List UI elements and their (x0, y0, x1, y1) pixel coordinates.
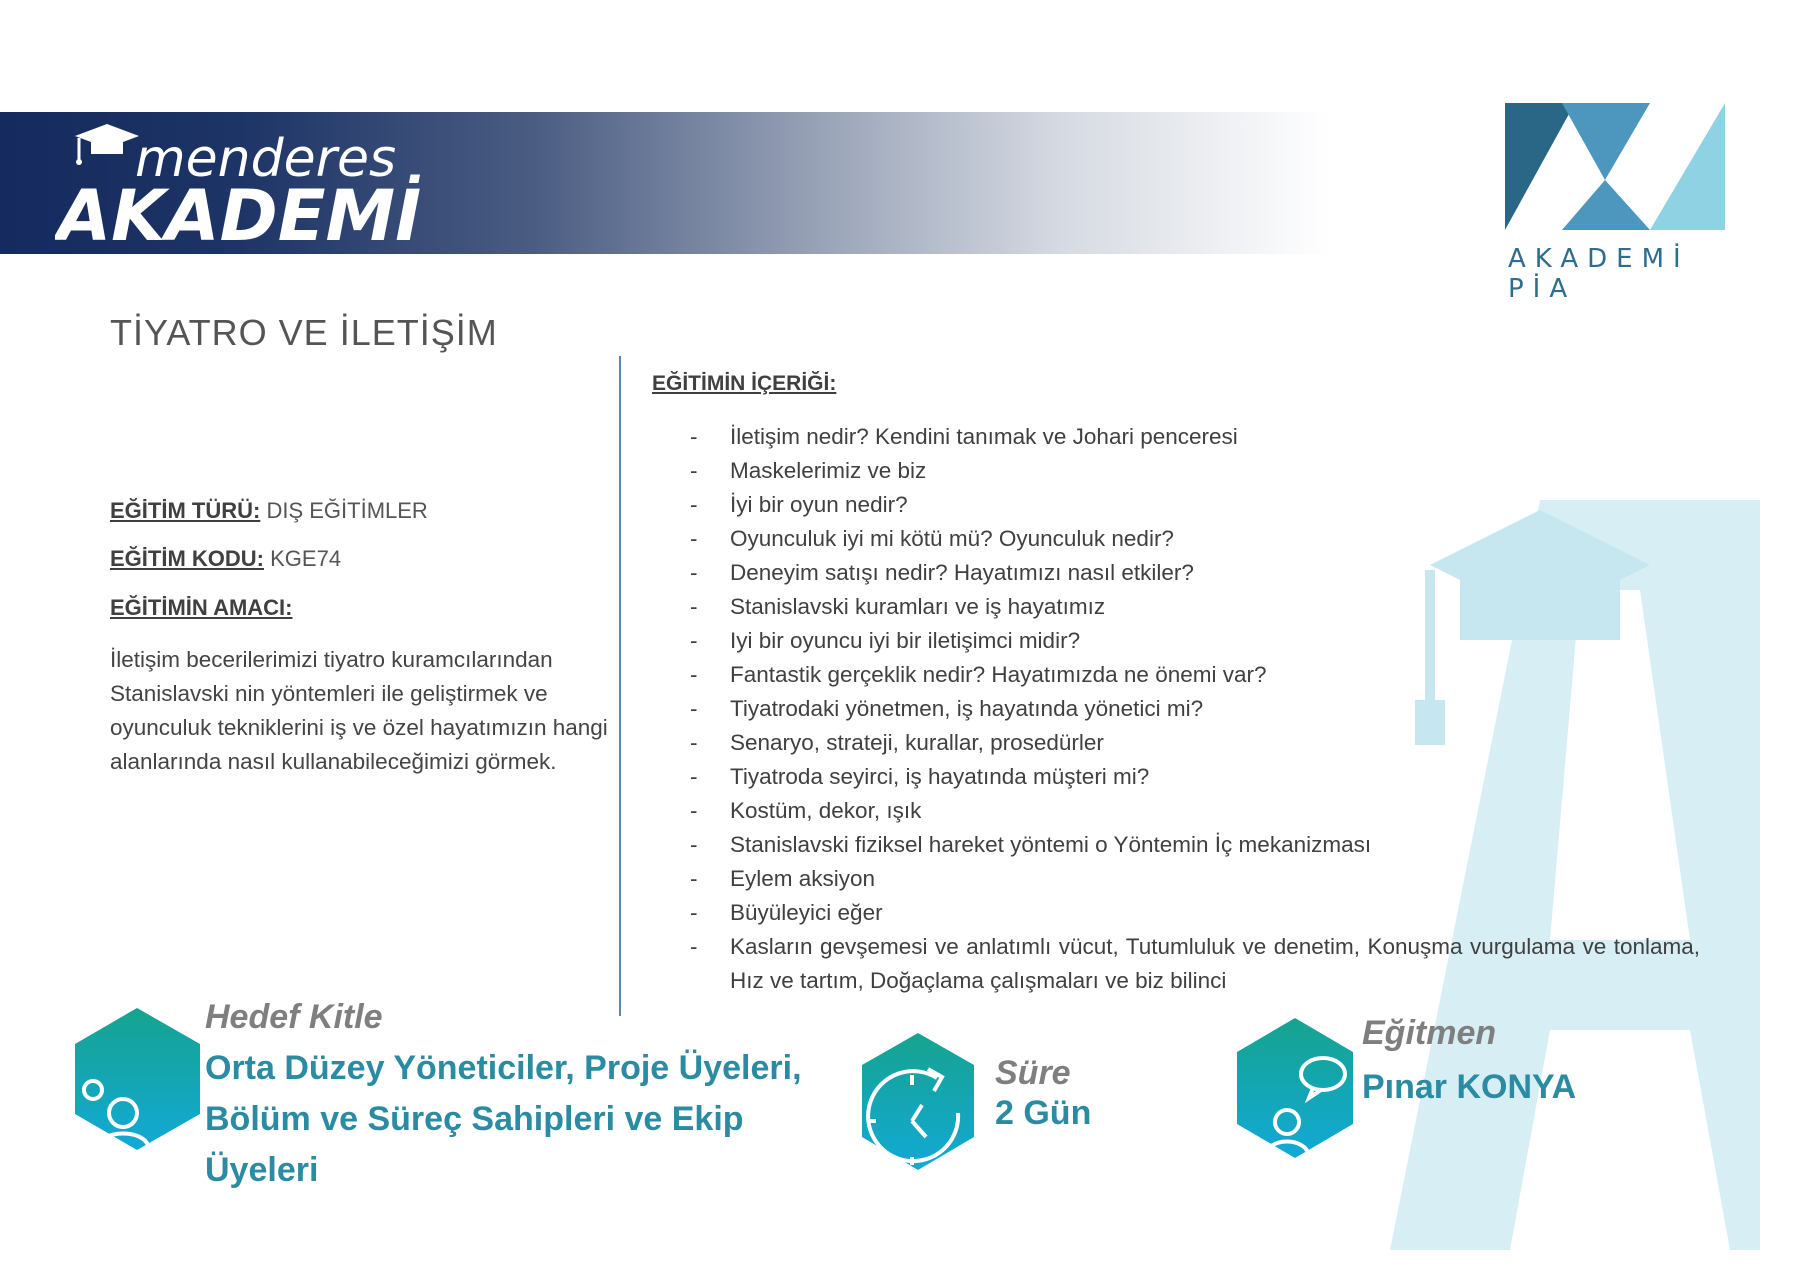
training-type-value: DIŞ EĞİTİMLER (266, 498, 428, 523)
partner-label: AKADEMİ PİA (1508, 244, 1690, 304)
trainer-value: Pınar KONYA (1362, 1068, 1577, 1106)
training-type-label: EĞİTİM TÜRÜ: (110, 498, 261, 523)
list-item: - Kasların gevşemesi ve anlatımlı vücut, Tutumluluk ve denetim, Konuşma vurgulama ve tonlama, Hız ve tartım, Doğaçlama çalışmaları ve biz bilinci (690, 930, 1700, 998)
trainer-label: Eğitmen (1362, 1014, 1497, 1052)
duration-hex-icon (862, 1033, 974, 1170)
list-item: - Senaryo, strateji, kurallar, prosedürler (690, 726, 1700, 760)
content-list (690, 420, 1700, 998)
training-purpose-text: İletişim becerilerimizi tiyatro kuramcılarından Stanislavski nin yöntemleri ile geliştirmek ve oyunculuk tekniklerini iş ve özel hayatımızın hangi alanlarında nasıl kullanabileceğimizi görmek. (110, 647, 608, 774)
brand-main-text: AKADEMİ (57, 175, 422, 248)
audience-value: Orta Düzey Yöneticiler, Proje Üyeleri, Bölüm ve Süreç Sahipleri ve Ekip Üyeleri (205, 1049, 802, 1189)
training-code-label: EĞİTİM KODU: (110, 546, 264, 571)
training-type (110, 498, 630, 524)
duration-value: 2 Gün (995, 1094, 1092, 1132)
training-purpose-label: EĞİTİMİN AMACI: (110, 595, 293, 620)
list-item: - Fantastik gerçeklik nedir? Hayatımızda ne önemi var? (690, 658, 1700, 692)
list-item: - Iyi bir oyuncu iyi bir iletişimci midir? (690, 624, 1700, 658)
audience-label: Hedef Kitle (205, 998, 383, 1036)
trainer-hex-icon (1237, 1018, 1353, 1158)
course-title: TİYATRO VE İLETİŞİM (110, 312, 498, 353)
list-item: - Stanislavski fiziksel hareket yöntemi o Yöntemin İç mekanizması (690, 828, 1700, 862)
graduation-cap-icon (75, 124, 139, 165)
training-code-value: KGE74 (270, 546, 342, 571)
duration-label: Süre (995, 1054, 1071, 1092)
brand-top-text: menderes (135, 129, 397, 189)
training-code (110, 546, 630, 572)
list-item: - Deneyim satışı nedir? Hayatımızı nasıl etkiler? (690, 556, 1700, 590)
list-item: - Maskelerimiz ve biz (690, 454, 1700, 488)
audience-hex-icon (75, 1008, 200, 1150)
list-item: - İletişim nedir? Kendini tanımak ve Johari penceresi (690, 420, 1700, 454)
list-item: - Oyunculuk iyi mi kötü mü? Oyunculuk nedir? (690, 522, 1700, 556)
list-item: - İyi bir oyun nedir? (690, 488, 1700, 522)
list-item: - Büyüleyici eğer (690, 896, 1700, 930)
list-item: - Kostüm, dekor, ışık (690, 794, 1700, 828)
list-item: - Tiyatrodaki yönetmen, iş hayatında yönetici mi? (690, 692, 1700, 726)
list-item: - Eylem aksiyon (690, 862, 1700, 896)
content-heading: EĞİTİMİN İÇERİĞİ: (652, 372, 837, 395)
training-purpose-heading (110, 595, 630, 621)
list-item: - Stanislavski kuramları ve iş hayatımız (690, 590, 1700, 624)
column-divider (619, 356, 621, 1016)
menderes-akademi-logo (55, 118, 435, 248)
list-item: - Tiyatroda seyirci, iş hayatında müşteri mi? (690, 760, 1700, 794)
